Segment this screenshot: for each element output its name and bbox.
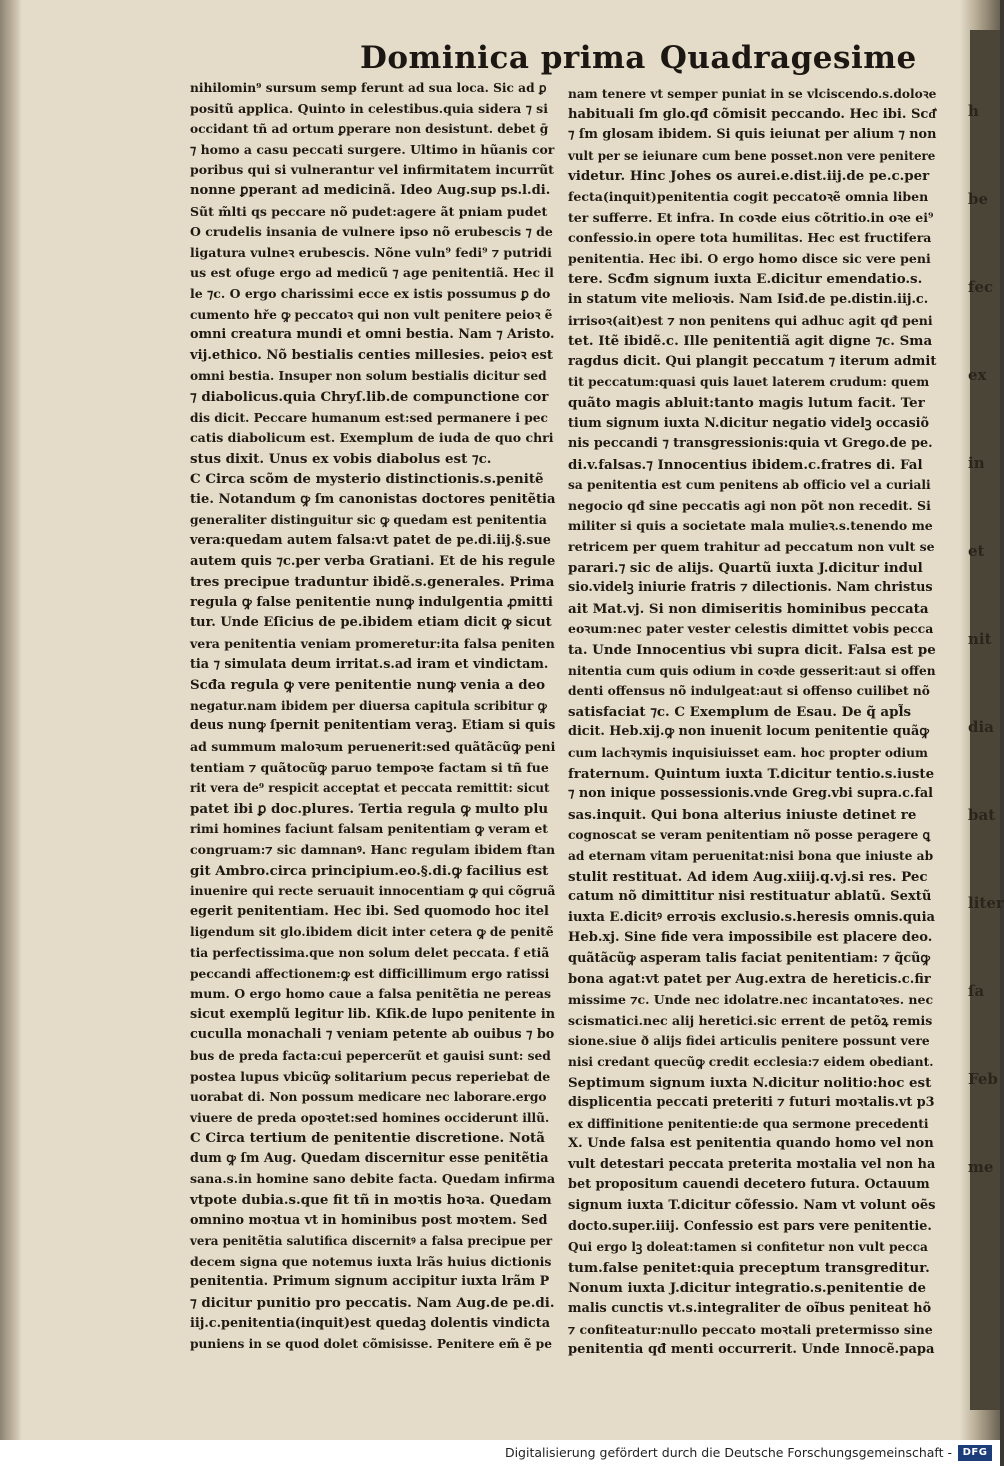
text-line: ⁊ dicitur punitio pro peccatis. Nam Aug.de pe.di.	[190, 1295, 555, 1312]
text-line: ⁊ homo a casu peccati surgere. Ultimo in hũanis cor	[190, 141, 555, 157]
text-line: fraternum. Quintum iuxta T.dicitur tentio.s.iuste	[568, 765, 935, 782]
text-line: nonne ꝑperant ad medicinã. Ideo Aug.sup ps.l.di.	[190, 182, 551, 198]
facing-fragment: fec	[968, 278, 994, 296]
text-line: autem quis ⁊c.per verba Gratiani. Et de his regule	[190, 553, 556, 569]
text-line: mum. O ergo homo caue a falsa penitẽtia ne pereas	[190, 986, 552, 1002]
text-line: penitentia. Primum signum accipitur iuxta lrãm P	[190, 1274, 550, 1290]
text-line: viuere de preda opoꝛtet:sed homines occiderunt illũ.	[190, 1110, 550, 1125]
text-line: nis peccandi ⁊ transgressionis:quia vt Grego.de pe.	[568, 436, 933, 452]
text-line: regula ꝙ false penitentie nunꝙ indulgentia ꝓmitti	[190, 594, 553, 610]
text-line: bet propositum cauendi decetero futura. Octauum	[568, 1177, 930, 1193]
text-line: tentiam ⁊ quãtocũꝙ paruo tempoꝛe factam si tñ fue	[190, 759, 549, 775]
text-line: ligatura vulneꝛ erubescis. Nõne vuln⁹ fedi⁹ ⁊ putridi	[190, 244, 552, 260]
text-line: peccandi affectionem:ꝙ est difficillimum ergo ratissi	[190, 966, 550, 981]
text-line: di.v.falsas.⁊ Innocentius ibidem.c.fratres di. Fal	[568, 456, 923, 473]
text-line: inuenire qui recte seruauit innocentiam ꝙ qui cõgruã	[190, 884, 556, 899]
text-line: ⁊ confiteatur:nullo peccato moꝛtali pretermisso sine	[568, 1321, 933, 1337]
facing-fragment: Feb	[968, 1070, 998, 1088]
text-line: sana.s.in homine sano debite facta. Quedam infirma	[190, 1171, 556, 1187]
text-line: stus dixit. Unus ex vobis diabolus est ⁊c.	[190, 450, 492, 467]
text-line: tie. Notandum ꝙ ſm canonistas doctores penitẽtia	[190, 491, 556, 507]
text-line: penitentia qđ menti occurrerit. Unde Innocẽ.papa	[568, 1342, 935, 1358]
text-line: denti offensus nõ indulgeat:aut si offenso cuilibet nõ	[568, 684, 930, 699]
facing-fragment: nit	[968, 630, 992, 648]
text-line: Heb.xj. Sine fide vera impossibile est placere deo.	[568, 930, 933, 946]
text-line: Qui ergo lꝫ doleat:tamen si confitetur non vult pecca	[568, 1240, 928, 1255]
facing-fragment: ſa	[968, 982, 985, 1000]
text-line: sa penitentia est cum penitens ab officio vel a curiali	[568, 478, 931, 493]
text-line: tet. Itẽ ibidẽ.c. Ille penitentiã agit digne ⁊c. Sma	[568, 333, 933, 350]
text-line: sio.videlꝫ iniurie fratris ⁊ dilectionis. Nam christus	[568, 580, 933, 596]
text-line: retricem per quem trahitur ad peccatum non vult se	[568, 539, 935, 555]
text-line: ex diffinitione penitentie:de qua sermone precedenti	[568, 1116, 929, 1131]
text-line: Sũt m̃lti qs peccare nõ pudet:agere ãt pniam pudet	[190, 203, 548, 219]
text-line: cumento hře ꝙ peccatoꝛ qui non vult penitere peioꝛ ẽ	[190, 307, 553, 322]
text-line: nisi credant quecũꝙ credit ecclesia:⁊ eidem obediant.	[568, 1054, 934, 1069]
text-line: ad summum maloꝛum peruenerit:sed quãtãcũꝙ peni	[190, 739, 556, 754]
text-line: iuxta E.dicitꝰ erroꝛis exclusio.s.heresis omnis.quia	[568, 909, 936, 925]
text-line: omni bestia. Insuper non solum bestialis dicitur sed	[190, 369, 547, 384]
text-line: tit peccatum:quasi quis lauet laterem crudum: quem	[568, 375, 930, 390]
text-line: irrisoꝛ(ait)est ⁊ non penitens qui adhuc agit qđ peni	[568, 312, 933, 328]
facing-fragment: liter	[968, 894, 1004, 912]
text-line: dis dicit. Peccare humanum est:sed permanere i pec	[190, 410, 548, 425]
text-line: militer si quis a societate mala mulieꝛ.s.tenendo me	[568, 518, 933, 534]
text-line: nitentia cum quis odium in coꝛde gesserit:aut si offen	[568, 663, 936, 678]
text-line: vera penitẽtia salutifica discernitꝰ a falsa precipue per	[190, 1234, 553, 1249]
header-word-1: Dominica prima	[360, 40, 646, 76]
text-line: positũ applica. Quinto in celestibus.quia sidera ⁊ si	[190, 100, 548, 116]
text-line: bona agat:vt patet per Aug.extra de hereticis.c.fir	[568, 971, 931, 987]
text-line: dum ꝙ ſm Aug. Quedam discernitur esse penitẽtia	[190, 1150, 549, 1166]
text-line: ait Mat.vj. Si non dimiseritis hominibus peccata	[568, 600, 929, 617]
text-line: nam tenere vt semper puniat in se vlciscendo.s.doloꝛe	[568, 87, 937, 101]
facing-page-fragment	[968, 100, 1004, 1300]
text-line: tum.false penitet:quia preceptum transgreditur.	[568, 1259, 930, 1276]
text-line: uorabat di. Non possum medicare nec laborare.ergo	[190, 1090, 547, 1105]
text-line: Septimum signum iuxta N.dicitur nolitio:hoc est	[568, 1074, 932, 1091]
text-line: ⁊ ſm glosam ibidem. Si quis ieiunat per alium ⁊ non	[568, 127, 937, 143]
facing-fragment: be	[968, 190, 989, 208]
facing-fragment: in	[968, 454, 985, 472]
text-line: cognoscat se veram penitentiam nõ posse peragere ꝗ	[568, 828, 931, 843]
text-line: catis diabolicum est. Exemplum de iuda de quo chri	[190, 430, 554, 446]
text-line: negocio qđ sine peccatis agi non põt non recedit. Si	[568, 497, 931, 513]
text-line: ter sufferre. Et infra. In coꝛde eius cõtritio.in oꝛe ei⁹	[568, 209, 934, 225]
text-line: le ⁊c. O ergo charissimi ecce ex istis possumus ꝑ do	[190, 285, 551, 301]
text-line: bus de preda facta:cui pepercerũt et gauisi sunt: sed	[190, 1048, 551, 1063]
text-line: ligendum sit glo.ibidem dicit inter cetera ꝙ de penitẽ	[190, 925, 554, 940]
text-line: fecta(inquit)penitentia cogit peccatoꝛẽ omnia liben	[568, 188, 929, 204]
text-line: poribus qui si vulnerantur vel infirmitatem incurrũt	[190, 162, 554, 178]
text-line: ragdus dicit. Qui plangit peccatum ⁊ iterum admit	[568, 353, 937, 369]
text-line: O crudelis insania de vulnere ipso nõ erubescis ⁊ de	[190, 224, 553, 240]
text-line: X. Unde falsa est penitentia quando homo vel non	[568, 1136, 934, 1152]
text-line: quãtãcũꝙ asperam talis faciat penitentiam: ⁊ q̃cũꝙ	[568, 950, 931, 966]
text-line: docto.super.iiij. Confessio est pars vere penitentie.	[568, 1218, 932, 1234]
dfg-logo: DFG	[958, 1445, 992, 1461]
text-line: vtpote dubia.s.que fit tñ in moꝛtis hoꝛa. Quedam	[190, 1192, 552, 1209]
text-line: generaliter distinguitur sic ꝙ quedam est penitentia	[190, 513, 547, 528]
text-line: congruam:⁊ sic damnanꝰ. Hanc regulam ibidem ẜtan	[190, 841, 556, 857]
text-line: vera penitentia veniam promeretur:ita falsa peniten	[190, 636, 555, 652]
text-line: decem signa que notemus iuxta lrãs huius dictionis	[190, 1253, 552, 1269]
text-line: omnino moꝛtua vt in hominibus post moꝛtem. Sed	[190, 1212, 548, 1228]
facing-fragment: h	[968, 102, 979, 120]
text-line: ⁊ diabolicus.quia Chryſ.lib.de compunctione cor	[190, 388, 549, 405]
page-gutter-shadow	[0, 0, 22, 1440]
facing-fragment: dia	[968, 718, 994, 736]
text-line: videtur. Hinc Johes os aurei.e.dist.iij.de pe.c.per	[568, 168, 930, 185]
text-line: cum lachꝛymis inquisiuisset eam. hoc propter odium	[568, 746, 928, 760]
text-line: scismatici.nec alij heretici.sic errent de petõꝝ remis	[568, 1012, 933, 1028]
text-line: catum nõ dimittitur nisi restituatur ablatũ. Sextũ	[568, 889, 932, 905]
text-line: quãto magis abluit:tanto magis lutum facit. Ter	[568, 394, 925, 411]
text-line: patet ibi ꝑ doc.plures. Tertia regula ꝙ multo plu	[190, 800, 549, 817]
text-line: cuculla monachali ⁊ veniam petente ab ouibus ⁊ bo	[190, 1027, 555, 1043]
text-line: dicit. Heb.xij.ꝙ non inuenit locum penitentie quãꝙ	[568, 724, 929, 740]
text-line: vij.ethico. Nõ bestialis centies millesies. peioꝛ est	[190, 347, 553, 363]
text-line: negatur.nam ibidem per diuersa capitula scribitur ꝙ	[190, 698, 547, 713]
text-line: ad eternam vitam peruenitat:nisi bona que iniuste ab	[568, 848, 934, 863]
text-line: sas.inquit. Qui bona alterius iniuste detinet re	[568, 806, 917, 823]
text-line: vera:quedam autem falsa:vt patet de pe.di.iij.§.sue	[190, 533, 551, 549]
header-word-2: Quadragesime	[659, 40, 917, 76]
text-line: ⁊ non inique possessionis.vnde Greg.vbi supra.c.fal	[568, 786, 934, 802]
text-line: git Ambro.circa principium.eo.§.di.ꝙ facilius est	[190, 862, 549, 879]
facing-fragment: bat	[968, 806, 996, 824]
text-line: Nonum iuxta J.dicitur integratio.s.penitentie de	[568, 1280, 927, 1297]
footer-credit: Digitalisierung gefördert durch die Deutsche Forschungsgemeinschaft -	[504, 1445, 952, 1460]
text-line: tur. Unde Eſicius de pe.ibidem etiam dicit ꝙ sicut	[190, 615, 552, 631]
text-line: displicentia peccati preteriti ⁊ futuri moꝛtalis.vt p3	[568, 1095, 935, 1111]
text-line: in statum vite melioꝛis. Nam Isiđ.de pe.distin.iij.c.	[568, 291, 929, 307]
text-line: penitentia. Hec ibi. O ergo homo disce sic vere peni	[568, 250, 931, 266]
text-line: malis cunctis vt.s.integraliter de oĩbus peniteat hõ	[568, 1301, 932, 1317]
text-line: rit vera de⁹ respicit acceptat et peccata remittit: sicut	[190, 781, 550, 796]
text-line: postea lupus vbicũꝙ solitarium pecus reperiebat de	[190, 1068, 551, 1084]
facing-fragment: me	[968, 1158, 994, 1176]
text-line: habituali ſm glo.qđ cõmisit peccando. Hec ibi. Scđ͛	[568, 106, 936, 122]
text-line: vult detestari peccata preterita moꝛtalia vel non ha	[568, 1156, 936, 1172]
text-line: rimi homines faciunt falsam penitentiam ꝙ veram et	[190, 822, 548, 837]
text-line: occidant tñ ad ortum ꝑperare non desistunt. debet ḡ	[190, 122, 549, 137]
text-line: parari.⁊ sic de alijs. Quartũ iuxta J.dicitur indul	[568, 559, 923, 576]
text-line: signum iuxta T.dicitur cõfessio. Nam vt volunt oẽs	[568, 1198, 936, 1214]
text-line: iij.c.penitentia(inquit)est quedaꝫ dolentis vindicta	[190, 1315, 550, 1331]
text-line: satisfaciat ⁊c. C Exemplum de Esau. De q̃ apl̃s	[568, 703, 912, 720]
text-line: egerit penitentiam. Hec ibi. Sed quomodo hoc itel	[190, 903, 549, 919]
text-line: stulit restituat. Ad idem Aug.xiiij.q.vj.si res. Pec	[568, 868, 928, 885]
text-line: confessio.in opere tota humilitas. Hec est fructifera	[568, 230, 932, 246]
text-line: nihilomin⁹ sursum semp ferunt ad sua loca. Sic ad ꝑ	[190, 81, 547, 95]
text-line: eoꝛum:nec pater vester celestis dimittet vobis pecca	[568, 621, 934, 637]
text-line: tia perfectissima.que non solum delet peccata. ẜ etiã	[190, 945, 550, 960]
text-line: missime ⁊c. Unde nec idolatre.nec incantatoꝛes. nec	[568, 992, 934, 1008]
footer-bar	[0, 1440, 1000, 1466]
text-line: sione.siue ð alijs fidei articulis penitere possunt vere	[568, 1034, 930, 1049]
text-line: ta. Unde Innocentius vbi supra dicit. Falsa est pe	[568, 642, 936, 659]
text-column-right	[568, 84, 936, 1361]
text-line: vult per se ieiunare cum bene posset.non vere penitere	[568, 148, 936, 163]
text-line: tium signum iuxta N.dicitur negatio videlꝫ occasiõ	[568, 415, 930, 431]
facing-fragment: ex	[968, 366, 987, 384]
text-line: us est ofuge ergo ad medicũ ⁊ age penitentiã. Hec il	[190, 265, 554, 281]
text-line: omni creatura mundi et omni bestia. Nam ⁊ Aristo.	[190, 327, 555, 343]
text-line: tres precipue traduntur ibidẽ.s.generales. Prima	[190, 574, 555, 591]
text-line: tia ⁊ simulata deum irritat.s.ad iram et vindictam.	[190, 656, 549, 672]
text-line: C Circa scõm de mysterio distinctionis.s.penitẽ	[190, 471, 544, 488]
text-line: Scđa regula ꝙ vere penitentie nunꝙ venia a deo	[190, 677, 546, 694]
text-line: tere. Scđm signum iuxta E.dicitur emendatio.s.	[568, 271, 923, 288]
facing-fragment: et	[968, 542, 985, 560]
text-line: sicut exemplũ legitur lib. Kſik.de lupo penitente in	[190, 1006, 556, 1022]
text-line: puniens in se quod dolet cõmisisse. Penitere em̃ ẽ pe	[190, 1337, 552, 1352]
text-line: deus nunꝙ ſpernit penitentiam veraꝫ. Etiam si quis	[190, 718, 556, 734]
text-column-left	[190, 78, 555, 1355]
text-line: C Circa tertium de penitentie discretione. Notã	[190, 1130, 545, 1147]
